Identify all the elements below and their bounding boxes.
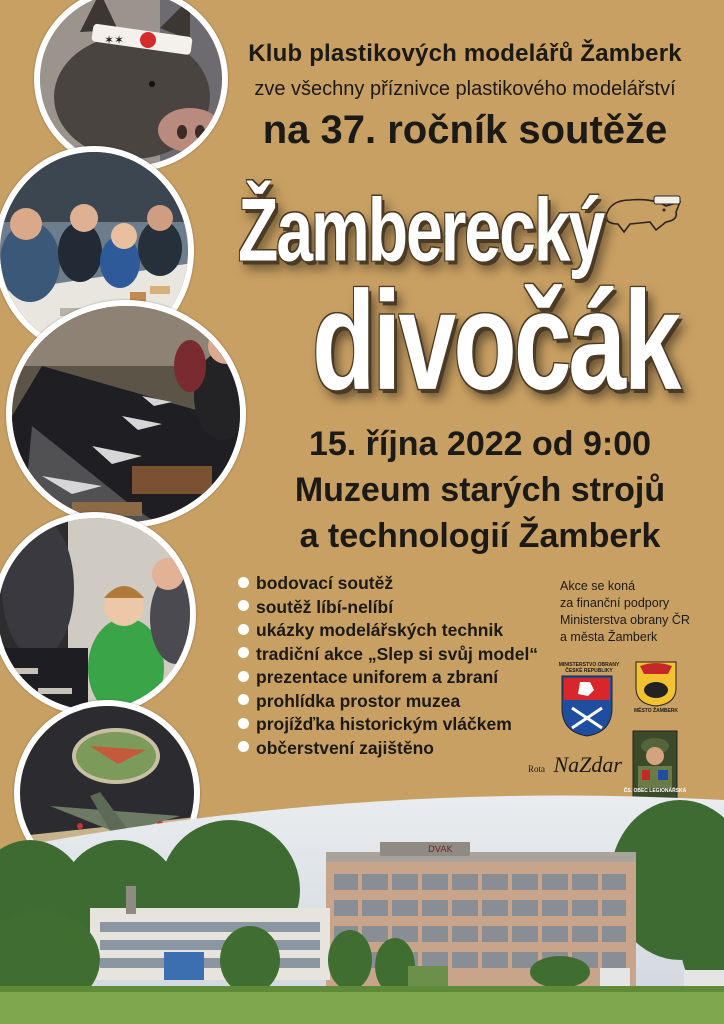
list-item: bodovací soutěž [238,572,538,596]
rota-prefix: Rota [528,764,545,774]
bullet-icon [238,577,249,588]
ministry-of-defence-logo [558,662,620,734]
bullet-icon [238,600,249,611]
activities-list [238,572,538,760]
list-item: prohlídka prostor muzea [238,690,538,714]
bullet-icon [238,647,249,658]
child-model-illustration [0,518,196,716]
event-title-line-1: Žamberecký [238,179,604,280]
town-zamberk-logo [634,660,678,718]
ministry-shield-icon [560,674,614,738]
list-item: občerstvení zajištěno [238,737,538,761]
bullet-icon [238,741,249,752]
list-item: tradiční akce „Slep si svůj model“ [238,643,538,667]
edition-heading: na 37. ročník soutěže [262,108,668,152]
support-note: Akce se koná za finanční podpory Ministerstva obrany ČR a města Žamberk [560,579,690,644]
svg-text:✶✶: ✶✶ [104,33,125,47]
invitation-text: zve všechny příznivce plastikového modelářství [254,78,676,100]
table-models-illustration [12,306,246,528]
town-caption: MĚSTO ŽAMBERK [633,708,679,714]
table-models-photo [6,300,246,528]
club-name: Klub plastikových modelářů Žamberk [248,40,682,67]
legion-caption: ČS. OBEC LEGIONÁŘSKÁ [623,788,687,794]
list-item: ukázky modelářských technik [238,619,538,643]
boar-illustration [40,0,228,172]
rota-name: NaZdar [553,752,622,777]
boar-photo [34,0,228,172]
museum-building-photo [0,790,724,1024]
building-sign: DVAK [428,845,453,855]
event-title-line-2: divočák [312,263,679,420]
bullet-icon [238,671,249,682]
museum-building-illustration [0,790,724,1024]
ministry-caption: MINISTERSTVO OBRANY ČESKÉ REPUBLIKY [558,662,620,674]
list-item: prezentace uniforem a zbraní [238,666,538,690]
event-date: 15. října 2022 od 9:00 [308,425,652,463]
list-item: projížďka historickým vláčkem [238,713,538,737]
bullet-icon [238,694,249,705]
venue-line-1: Muzeum starých strojů [294,471,666,509]
venue-line-2: a technologií Žamberk [299,517,661,555]
boar-sketch-icon [600,186,686,234]
town-crest-icon [634,660,678,708]
bullet-icon [238,624,249,635]
bullet-icon [238,718,249,729]
list-item: soutěž líbí-nelíbí [238,596,538,620]
child-model-photo [0,512,196,716]
rota-nazdar-logo [528,752,622,778]
